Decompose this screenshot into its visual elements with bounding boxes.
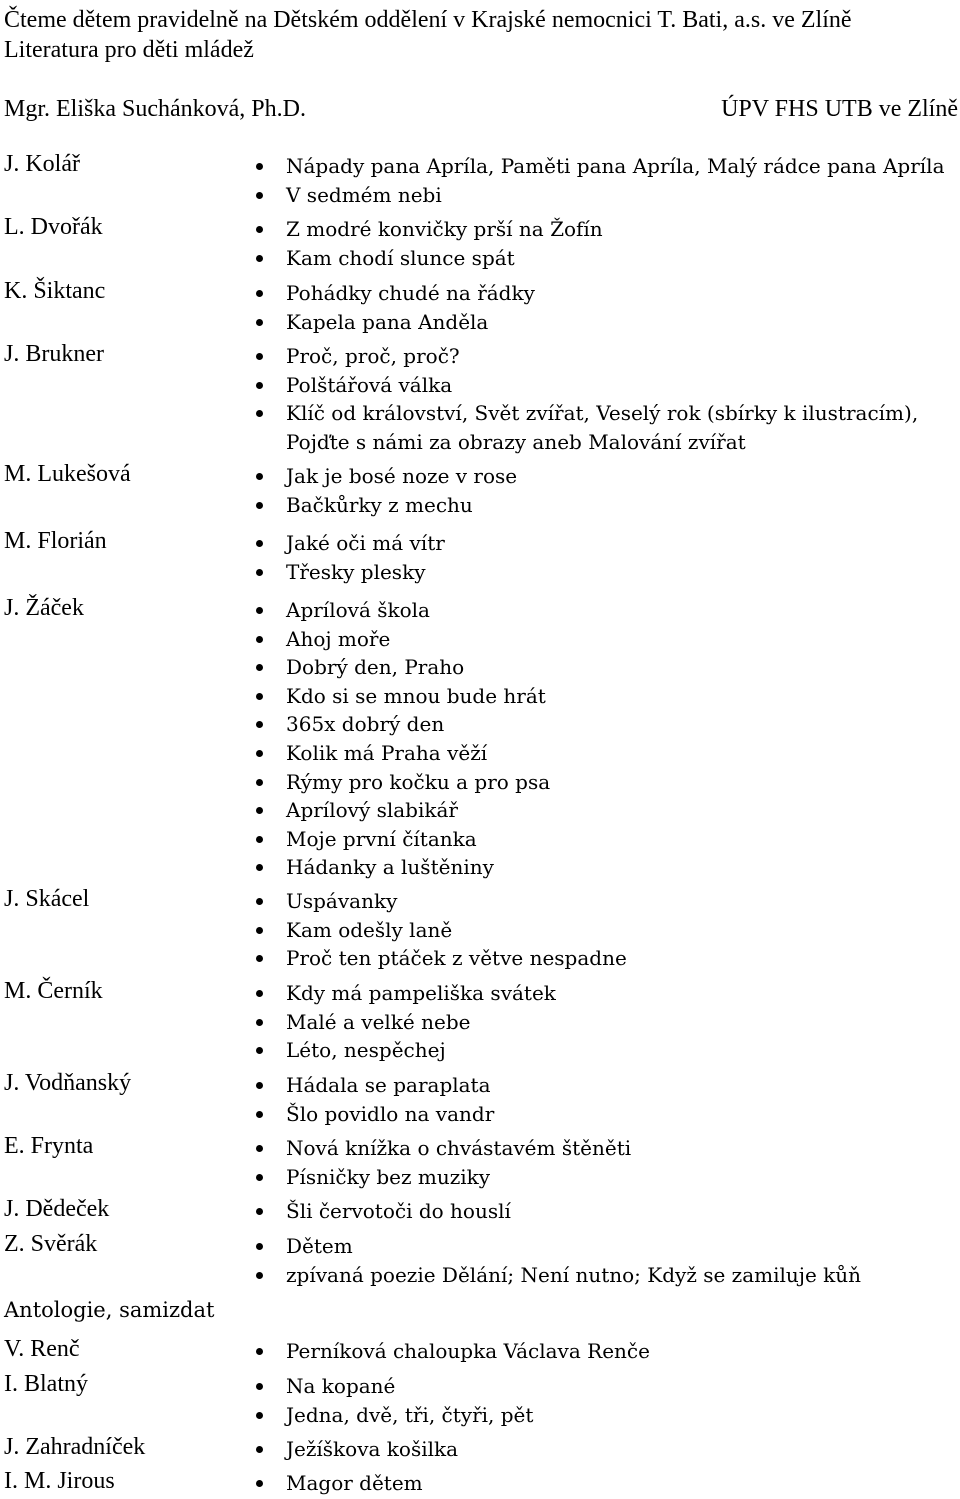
work-list bbox=[286, 1134, 956, 1191]
author-name: M. Černík bbox=[4, 978, 103, 1004]
work-list bbox=[286, 1337, 956, 1366]
work-item: Šlo povidlo na vandr bbox=[286, 1100, 956, 1129]
work-list bbox=[286, 529, 956, 586]
work-item: Kolik má Praha věží bbox=[286, 739, 956, 768]
work-item: Uspávanky bbox=[286, 887, 956, 916]
institution-name: ÚPV FHS UTB ve Zlíně bbox=[721, 96, 958, 122]
author-name: K. Šiktanc bbox=[4, 278, 106, 304]
work-item: Z modré konvičky prší na Žofín bbox=[286, 215, 956, 244]
author-name: J. Zahradníček bbox=[4, 1434, 146, 1460]
work-item: Na kopané bbox=[286, 1372, 956, 1401]
work-list bbox=[286, 1372, 956, 1429]
author-name: J. Skácel bbox=[4, 886, 90, 912]
work-list bbox=[286, 215, 956, 272]
work-item: Dobrý den, Praho bbox=[286, 653, 956, 682]
author-name: I. M. Jirous bbox=[4, 1468, 115, 1494]
work-item: Aprílový slabikář bbox=[286, 796, 956, 825]
anthology-heading: Antologie, samizdat bbox=[4, 1298, 215, 1322]
work-item: Bačkůrky z mechu bbox=[286, 491, 956, 520]
work-item: Třesky plesky bbox=[286, 558, 956, 587]
work-list bbox=[286, 152, 956, 209]
work-item: Pohádky chudé na řádky bbox=[286, 279, 956, 308]
work-item: zpívaná poezie Dělání; Není nutno; Když se zamiluje kůň bbox=[286, 1261, 956, 1290]
work-list bbox=[286, 979, 956, 1065]
work-list bbox=[286, 342, 956, 456]
work-item: Hádala se paraplata bbox=[286, 1071, 956, 1100]
work-item: Kam odešly laně bbox=[286, 916, 956, 945]
author-name: L. Dvořák bbox=[4, 214, 103, 240]
work-list bbox=[286, 596, 956, 882]
work-item: Ahoj moře bbox=[286, 625, 956, 654]
work-item: 365x dobrý den bbox=[286, 710, 956, 739]
work-list bbox=[286, 1197, 956, 1226]
work-item: Malé a velké nebe bbox=[286, 1008, 956, 1037]
work-item: Nápady pana Apríla, Paměti pana Apríla, Malý rádce pana Apríla bbox=[286, 152, 956, 181]
work-item: Nová knížka o chvástavém štěněti bbox=[286, 1134, 956, 1163]
document-title: Čteme dětem pravidelně na Dětském oddělení v Krajské nemocnici T. Bati, a.s. ve Zlíně bbox=[4, 7, 852, 33]
work-item: Rýmy pro kočku a pro psa bbox=[286, 768, 956, 797]
work-item: Kam chodí slunce spát bbox=[286, 244, 956, 273]
lecturer-name: Mgr. Eliška Suchánková, Ph.D. bbox=[4, 96, 306, 122]
author-name: M. Florián bbox=[4, 528, 107, 554]
work-item: Jaké oči má vítr bbox=[286, 529, 956, 558]
author-name: J. Dědeček bbox=[4, 1196, 110, 1222]
work-item: Proč ten ptáček z větve nespadne bbox=[286, 944, 956, 973]
work-item: Proč, proč, proč? bbox=[286, 342, 956, 371]
author-name: Z. Svěrák bbox=[4, 1231, 98, 1257]
work-list bbox=[286, 1232, 956, 1289]
work-item: Hádanky a luštěniny bbox=[286, 853, 956, 882]
work-item: Kapela pana Anděla bbox=[286, 308, 956, 337]
author-name: I. Blatný bbox=[4, 1371, 88, 1397]
author-name: J. Žáček bbox=[4, 595, 84, 621]
work-item: Kdo si se mnou bude hrát bbox=[286, 682, 956, 711]
work-item: Šli červotoči do houslí bbox=[286, 1197, 956, 1226]
work-item: Jak je bosé noze v rose bbox=[286, 462, 956, 491]
work-list bbox=[286, 1469, 956, 1498]
work-item: Moje první čítanka bbox=[286, 825, 956, 854]
work-item: Písničky bez muziky bbox=[286, 1163, 956, 1192]
work-list bbox=[286, 462, 956, 519]
work-list bbox=[286, 279, 956, 336]
document-subtitle: Literatura pro děti mládež bbox=[4, 37, 254, 63]
work-item: Kdy má pampeliška svátek bbox=[286, 979, 956, 1008]
work-item-continuation: Pojďte s námi za obrazy aneb Malování zvířat bbox=[286, 429, 746, 454]
work-item: Dětem bbox=[286, 1232, 956, 1261]
author-name: J. Brukner bbox=[4, 341, 104, 367]
work-item: Polštářová válka bbox=[286, 371, 956, 400]
work-item: Magor dětem bbox=[286, 1469, 956, 1498]
work-item: Klíč od království, Svět zvířat, Veselý rok (sbírky k ilustracím), bbox=[286, 399, 956, 428]
author-name: J. Kolář bbox=[4, 151, 80, 177]
author-name: V. Renč bbox=[4, 1336, 80, 1362]
work-item: V sedmém nebi bbox=[286, 181, 956, 210]
work-list bbox=[286, 1071, 956, 1128]
work-item: Léto, nespěchej bbox=[286, 1036, 956, 1065]
work-list bbox=[286, 887, 956, 973]
work-item: Jedna, dvě, tři, čtyři, pět bbox=[286, 1401, 956, 1430]
work-item: Perníková chaloupka Václava Renče bbox=[286, 1337, 956, 1366]
author-name: M. Lukešová bbox=[4, 461, 131, 487]
author-name: J. Vodňanský bbox=[4, 1070, 132, 1096]
work-item: Ježíškova košilka bbox=[286, 1435, 956, 1464]
work-item: Aprílová škola bbox=[286, 596, 956, 625]
work-list bbox=[286, 1435, 956, 1464]
author-name: E. Frynta bbox=[4, 1133, 94, 1159]
